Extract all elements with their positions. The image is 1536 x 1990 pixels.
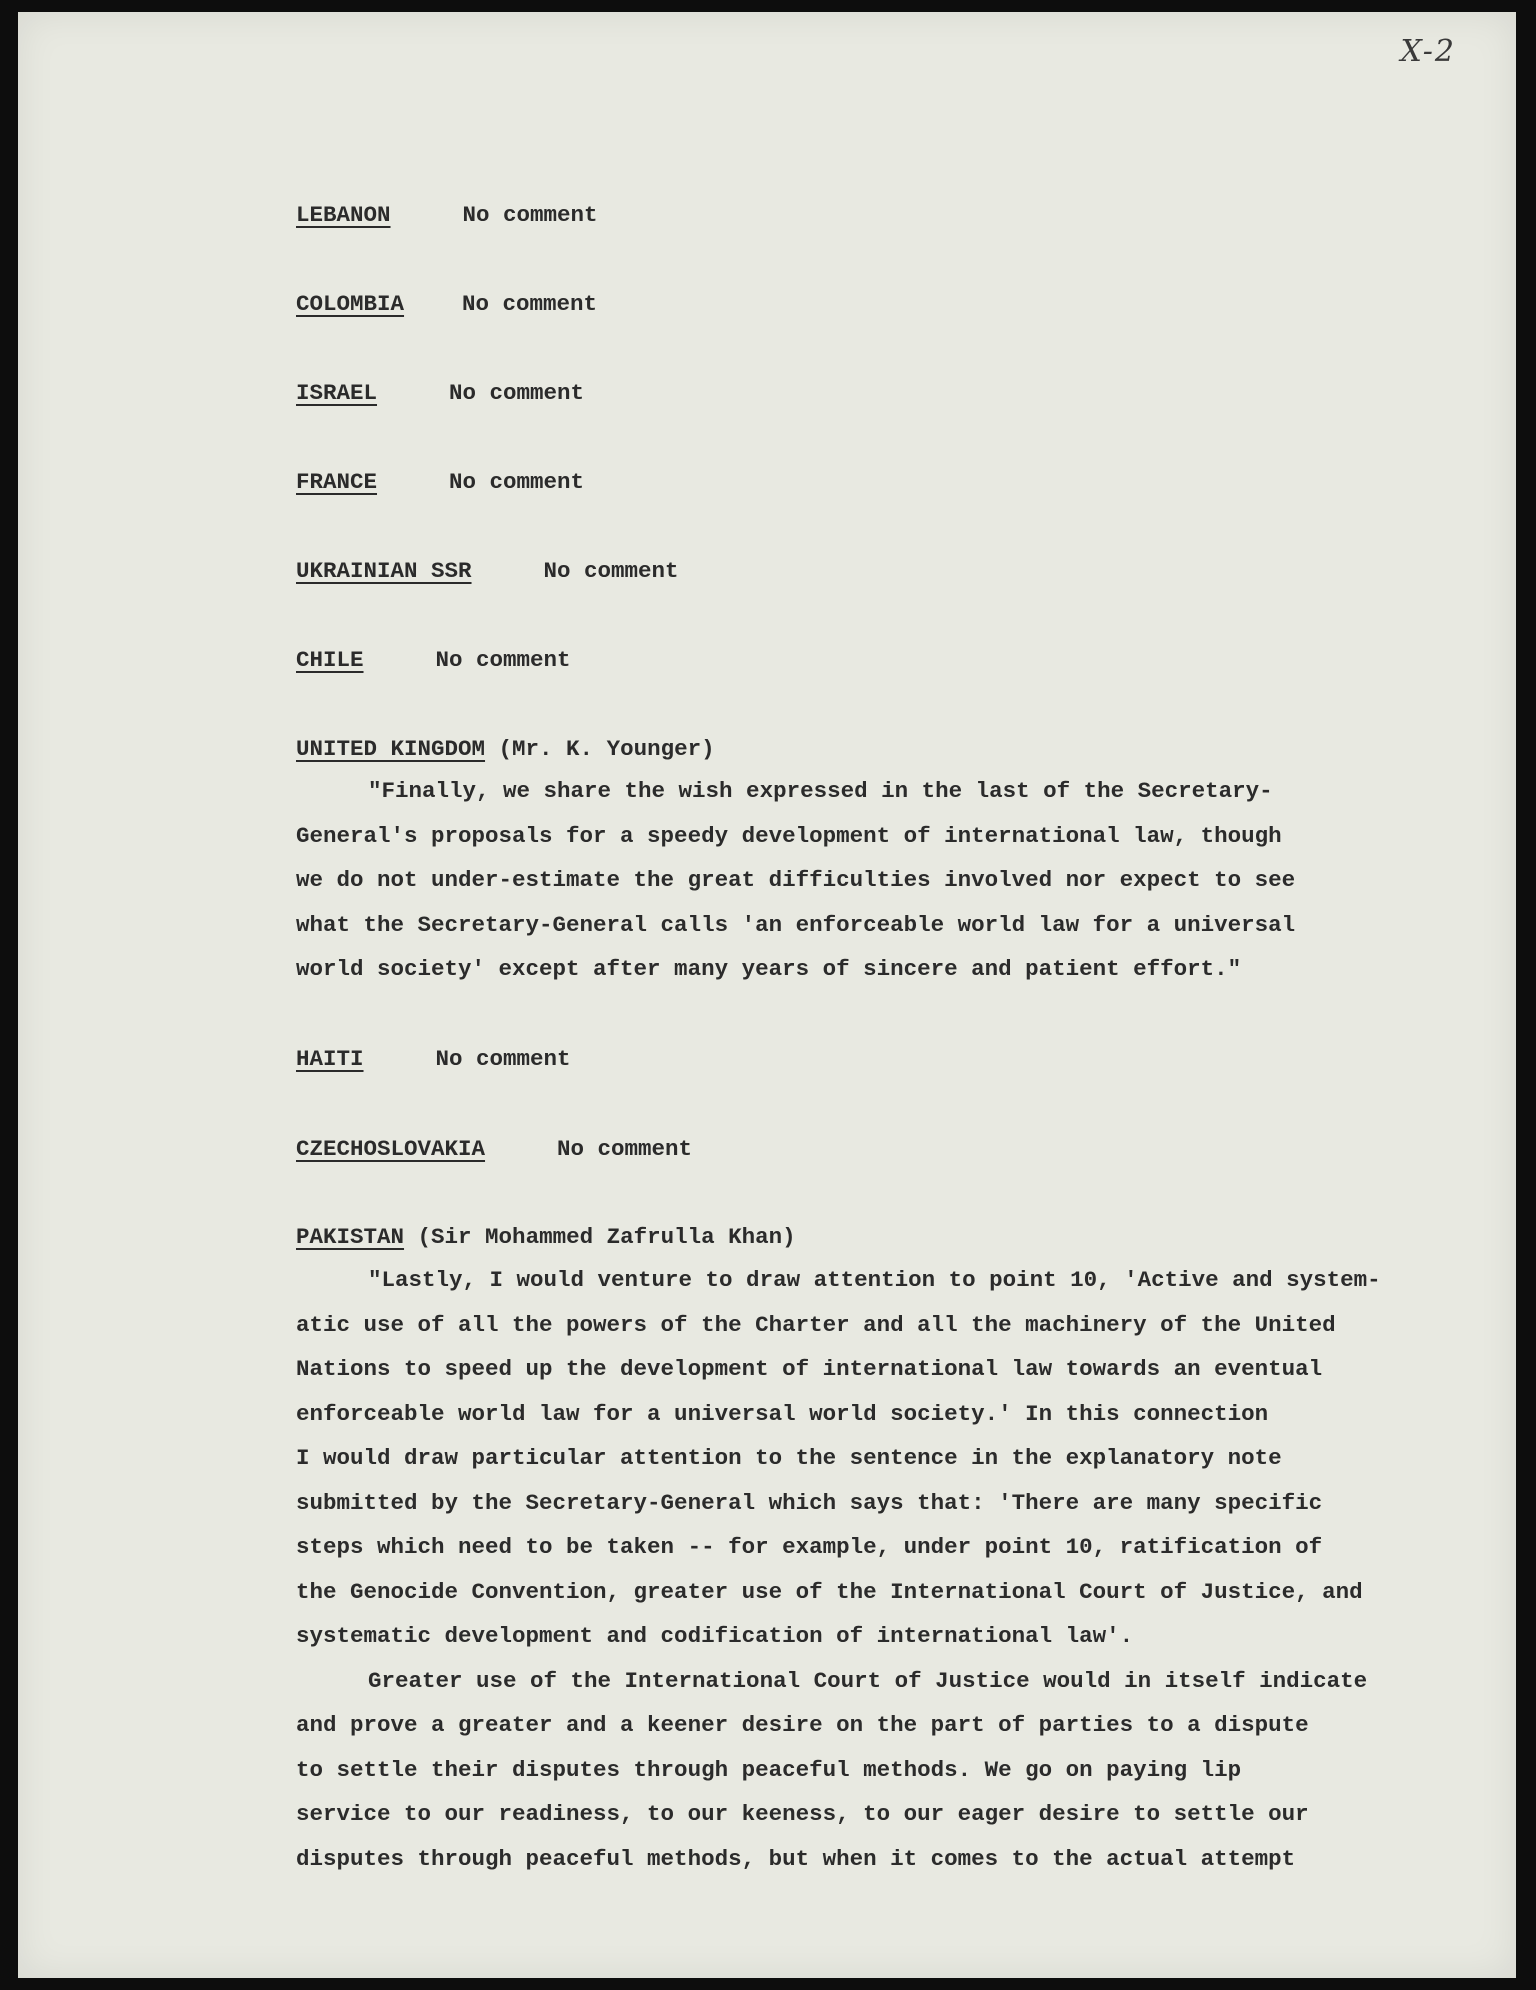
remark: No comment [449, 469, 585, 495]
entry-lebanon [296, 202, 598, 228]
remark: No comment [435, 647, 571, 673]
quote-line: "Lastly, I would venture to draw attention to point 10, 'Active and system- [368, 1267, 1381, 1293]
entry-france [296, 469, 584, 495]
quote-line: Nations to speed up the development of international law towards an eventual [296, 1356, 1323, 1382]
remark: No comment [543, 558, 679, 584]
entry-ukrainian-ssr [296, 558, 679, 584]
quote-line: submitted by the Secretary-General which says that: 'There are many specific [296, 1489, 1323, 1516]
quote-line: General's proposals for a speedy development of international law, though [296, 822, 1282, 849]
pakistan-quote [296, 1258, 1496, 1881]
country-name: CHILE [296, 647, 364, 673]
uk-quote [296, 769, 1496, 992]
speaker-name: (Mr. K. Younger) [498, 736, 715, 762]
quote-line: we do not under-estimate the great difficulties involved nor expect to see [296, 867, 1296, 893]
quote-line: enforceable world law for a universal world society.' In this connection [296, 1400, 1269, 1427]
quote-line: atic use of all the powers of the Charter and all the machinery of the United [296, 1311, 1336, 1338]
quote-line: world society' except after many years of sincere and patient effort." [296, 956, 1242, 982]
entry-pakistan [296, 1224, 796, 1250]
country-name: UNITED KINGDOM [296, 736, 486, 762]
quote-line: what the Secretary-General calls 'an enforceable world law for a universal [296, 911, 1296, 938]
entry-colombia [296, 291, 597, 317]
remark: No comment [557, 1136, 693, 1162]
quote-line: I would draw particular attention to the sentence in the explanatory note [296, 1445, 1282, 1471]
speaker-name: (Sir Mohammed Zafrulla Khan) [417, 1224, 796, 1250]
quote-line: Greater use of the International Court of Justice would in itself indicate [368, 1667, 1368, 1694]
remark: No comment [462, 202, 598, 228]
quote-line: steps which need to be taken -- for example, under point 10, ratification of [296, 1534, 1323, 1560]
quote-line: "Finally, we share the wish expressed in the last of the Secretary- [368, 778, 1273, 804]
quote-line: disputes through peaceful methods, but when it comes to the actual attempt [296, 1845, 1296, 1872]
remark: No comment [435, 1046, 571, 1072]
country-name: UKRAINIAN SSR [296, 558, 472, 584]
entry-united-kingdom [296, 736, 715, 762]
entry-chile [296, 647, 571, 673]
quote-line: systematic development and codification of international law'. [296, 1623, 1134, 1649]
remark: No comment [462, 291, 598, 317]
quote-line: and prove a greater and a keener desire on the part of parties to a dispute [296, 1712, 1309, 1738]
country-name: COLOMBIA [296, 291, 405, 317]
quote-line: the Genocide Convention, greater use of the International Court of Justice, and [296, 1578, 1363, 1605]
entry-haiti [296, 1046, 571, 1072]
page-marker: X-2 [1400, 34, 1456, 69]
country-name: LEBANON [296, 202, 391, 228]
document-page [18, 12, 1516, 1978]
entry-czechoslovakia [296, 1136, 692, 1162]
quote-line: service to our readiness, to our keeness, to our eager desire to settle our [296, 1801, 1309, 1827]
country-name: CZECHOSLOVAKIA [296, 1136, 486, 1162]
quote-line: to settle their disputes through peaceful methods. We go on paying lip [296, 1756, 1242, 1783]
country-name: PAKISTAN [296, 1224, 405, 1250]
country-name: HAITI [296, 1046, 364, 1072]
entry-israel [296, 380, 584, 406]
country-name: FRANCE [296, 469, 378, 495]
remark: No comment [449, 380, 585, 406]
country-name: ISRAEL [296, 380, 378, 406]
